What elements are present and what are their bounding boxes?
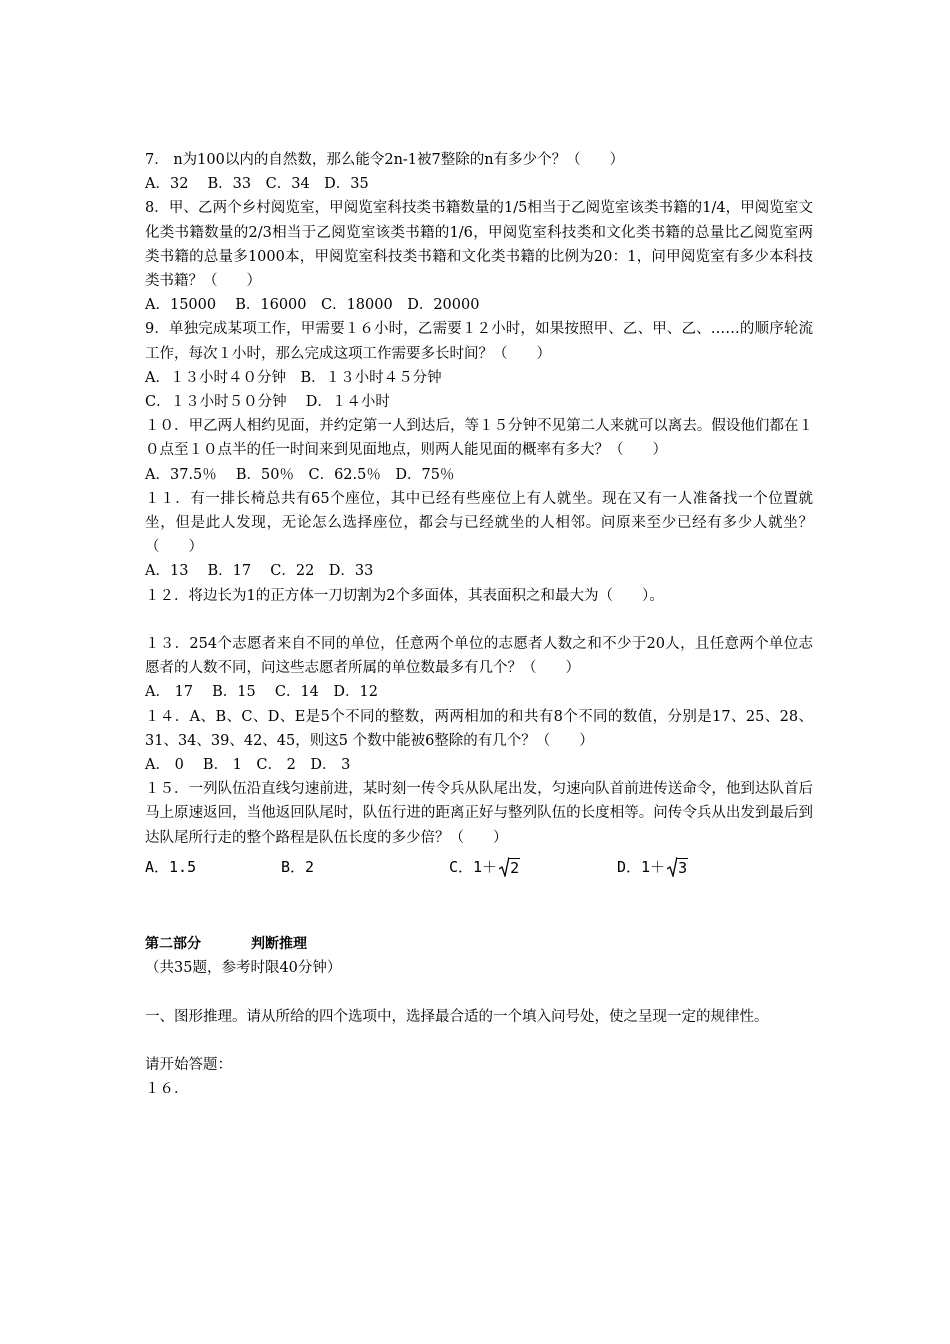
question-10-options: A．37.5％ B．50％ C．62.5％ D．75％ [145,466,455,483]
part-2-subtitle: 判断推理 [251,936,307,953]
question-14-options: A． 0 B． 1 C． 2 D． 3 [145,757,351,774]
question-15-stem: １５．一列队伍沿直线匀速前进，某时刻一传令兵从队尾出发，匀速向队首前进传送命令，他到达队首后马上原速返回，当他返回队尾时，队伍行进的距离正好与整列队伍的长度相等。问传令兵从出发到最后到达队尾所行走的整个路程是队伍长度的多少倍？（ ） [145,781,813,846]
radicand-c: 2 [510,858,520,877]
question-8-stem: 8．甲、乙两个乡村阅览室，甲阅览室科技类书籍数量的1/5相当于乙阅览室该类书籍的1/4，甲阅览室文化类书籍数量的2/3相当于乙阅览室该类书籍的1/6，甲阅览室科技类和文化类书籍的总量比乙阅览室两类书籍的总量多1000本，甲阅览室科技类书籍和文化类书籍的比例为20：1，问甲阅览室有多少本科技类书籍？（ ） [145,200,813,290]
blank-line [145,981,813,1005]
question-7-stem: 7． n为100以内的自然数，那么能令2n-1被7整除的n有多少个？（ ） [145,152,625,168]
question-9-options-row-2: C．１３小时５０分钟 D．１４小时 [145,394,390,411]
question-11-options: A．13 B．17 C．22 D．33 [145,563,374,580]
question-15-option-a: A．1.5 [145,858,197,877]
question-12-stem: １２．将边长为1的正方体一刀切割为2个多面体，其表面积之和最大为（ ）。 [145,587,664,604]
question-7-options: A．32 B．33 C．34 D．35 [145,176,369,193]
question-13-options: A． 17 B．15 C．14 D．12 [145,684,378,701]
blank-line [145,608,813,632]
question-10-stem: １０．甲乙两人相约见面，并约定第一人到达后，等１５分钟不见第二人来就可以离去。假设他们都在１０点至１０点半的任一时间来到见面地点，则两人能见面的概率有多大？（ ） [145,418,813,459]
sqrt-symbol [667,857,688,877]
radical-sign-icon [499,857,509,877]
part-2-heading [145,932,813,956]
blank-line [145,1029,813,1053]
document-content [145,148,813,1102]
question-9-options-row-1: A．１３小时４０分钟 B．１３小时４５分钟 [145,369,442,386]
question-14-stem: １４．A、B、C、D、E是5个不同的整数，两两相加的和共有8个不同的数值，分别是17、25、28、31、34、39、42、45，则这5 个数中能被6整除的有几个？（ ） [145,708,813,749]
radical-sign-icon [667,857,677,877]
section-intro: 一、图形推理。请从所给的四个选项中，选择最合适的一个填入问号处，使之呈现一定的规律性。 [145,1008,769,1025]
question-15-option-b: B．2 [281,858,315,877]
start-prompt: 请开始答题： [145,1057,232,1074]
question-15-option-d [617,856,688,877]
option-d-prefix: D．1＋ [617,858,666,877]
question-8-options: A．15000 B．16000 C．18000 D．20000 [145,297,480,314]
part-2-note: （共35题，参考时限40分钟） [145,960,342,977]
part-2-title: 第二部分 [145,936,201,953]
question-15-option-c [449,856,617,877]
question-16-label: １６． [145,1081,189,1098]
blank-line [145,908,813,932]
question-13-stem: １３．254个志愿者来自不同的单位，任意两个单位的志愿者人数之和不少于20人，且任意两个单位志愿者的人数不同，问这些志愿者所属的单位数最多有几个？（ ） [145,636,813,677]
sqrt-symbol [499,857,520,877]
question-15-options [145,850,813,884]
question-11-stem: １１．有一排长椅总共有65个座位，其中已经有些座位上有人就坐。现在又有一人准备找一个位置就坐，但是此人发现，无论怎么选择座位，都会与已经就坐的人相邻。问原来至少已经有多少人就坐？（ ） [145,490,813,556]
blank-line [145,884,813,908]
option-c-prefix: C．1＋ [449,858,498,877]
radicand-d: 3 [678,858,688,877]
question-9-stem: 9．单独完成某项工作，甲需要１６小时，乙需要１２小时，如果按照甲、乙、甲、乙、……的顺序轮流工作，每次１小时，那么完成这项工作需要多长时间？（ ） [145,321,813,362]
